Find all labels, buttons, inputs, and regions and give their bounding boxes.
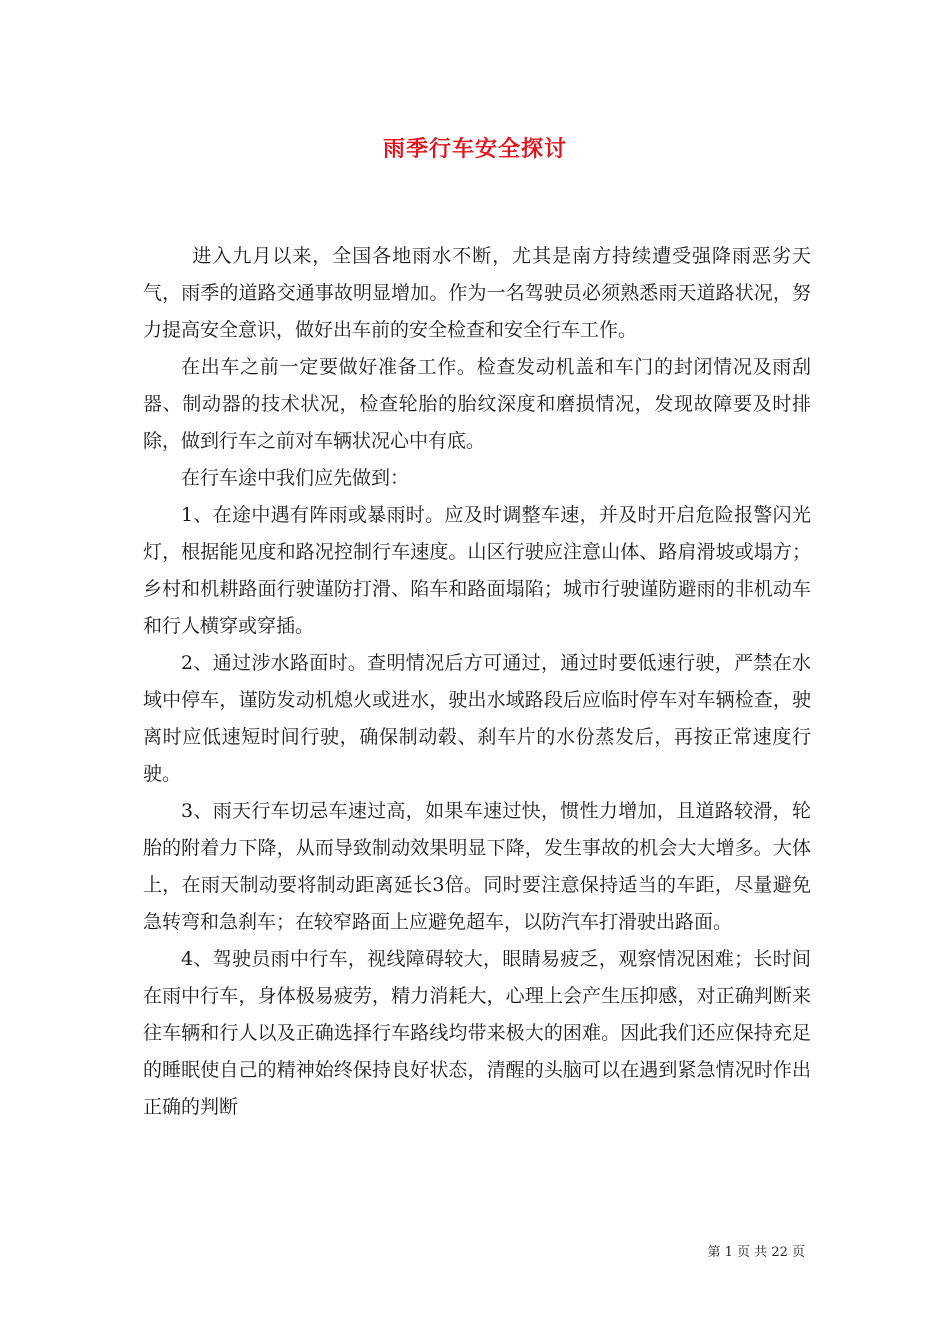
paragraph-item-4: 4、驾驶员雨中行车，视线障碍较大，眼睛易疲乏，观察情况困难；长时间在雨中行车，身体极易疲劳，精力消耗大，心理上会产生压抑感，对正确判断来往车辆和行人以及正确选择行车路线均带来极大的困难。因此我们还应保持充足的睡眠使自己的精神始终保持良好状态，清醒的头脑可以在遇到紧急情况时作出正确的判断	[143, 948, 811, 1118]
document-title: 雨季行车安全探讨	[382, 136, 567, 162]
paragraph-item-2: 2、通过涉水路面时。查明情况后方可通过，通过时要低速行驶，严禁在水域中停车，谨防发动机熄火或进水，驶出水域路段后应临时停车对车辆检查，驶离时应低速短时间行驶，确保制动毂、刹车片的水份蒸发后，再按正常速度行驶。	[143, 652, 811, 785]
paragraph-en-route-intro: 在行车途中我们应先做到：	[181, 467, 410, 489]
paragraph-preparation: 在出车之前一定要做好准备工作。检查发动机盖和车门的封闭情况及雨刮器、制动器的技术状况，检查轮胎的胎纹深度和磨损情况，发现故障要及时排除，做到行车之前对车辆状况心中有底。	[143, 356, 811, 452]
document-body	[143, 238, 811, 1126]
paragraph-item-3: 3、雨天行车切忌车速过高，如果车速过快，惯性力增加，且道路较滑，轮胎的附着力下降，从而导致制动效果明显下降，发生事故的机会大大增多。大体上，在雨天制动要将制动距离延长3倍。同时要注意保持适当的车距，尽量避免急转弯和急刹车；在较窄路面上应避免超车，以防汽车打滑驶出路面。	[143, 800, 811, 933]
paragraph-intro: 进入九月以来，全国各地雨水不断，尤其是南方持续遭受强降雨恶劣天气，雨季的道路交通事故明显增加。作为一名驾驶员必须熟悉雨天道路状况，努力提高安全意识，做好出车前的安全检查和安全行车工作。	[143, 245, 811, 341]
paragraph-item-1: 1、在途中遇有阵雨或暴雨时。应及时调整车速，并及时开启危险报警闪光灯，根据能见度和路况控制行车速度。山区行驶应注意山体、路肩滑坡或塌方；乡村和机耕路面行驶谨防打滑、陷车和路面塌陷；城市行驶谨防避雨的非机动车和行人横穿或穿插。	[143, 504, 811, 637]
page-number: 第 1 页 共 22 页	[707, 1245, 805, 1260]
